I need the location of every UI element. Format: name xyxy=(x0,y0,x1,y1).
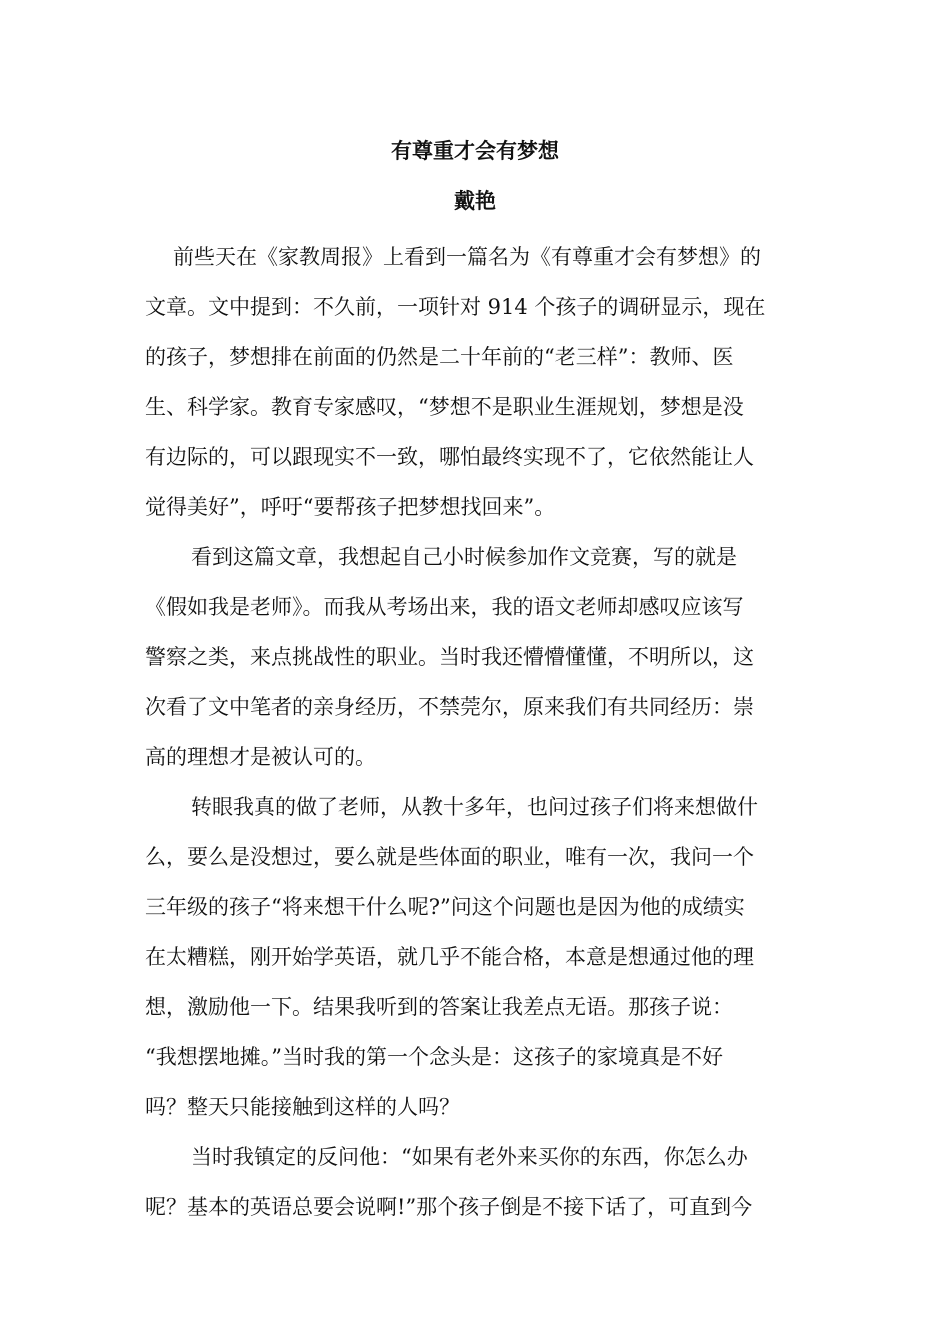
body-text-line: 警察之类，来点挑战性的职业。当时我还懵懵懂懂，不明所以，这 xyxy=(145,645,754,669)
body-text-line: 么，要么是没想过，要么就是些体面的职业，唯有一次，我问一个 xyxy=(145,845,754,869)
body-text-line: 次看了文中笔者的亲身经历，不禁莞尔，原来我们有共同经历：崇 xyxy=(145,695,754,719)
body-text-line: 当时我镇定的反问他：“如果有老外来买你的东西，你怎么办 xyxy=(191,1145,748,1169)
body-text-line: 三年级的孩子“将来想干什么呢?”问这个问题也是因为他的成绩实 xyxy=(145,895,745,919)
body-text-line: 文章。文中提到：不久前，一项针对 914 个孩子的调研显示，现在 xyxy=(145,295,766,319)
body-text-line: 有边际的，可以跟现实不一致，哪怕最终实现不了，它依然能让人 xyxy=(145,445,754,469)
body-text-line: “我想摆地摊。”当时我的第一个念头是：这孩子的家境真是不好 xyxy=(145,1045,723,1069)
body-text-line: 的孩子，梦想排在前面的仍然是二十年前的“老三样”：教师、医 xyxy=(145,345,734,369)
body-text-line: 呢？基本的英语总要会说啊!”那个孩子倒是不接下话了，可直到今 xyxy=(145,1195,753,1219)
body-text-line: 前些天在《家教周报》上看到一篇名为《有尊重才会有梦想》的 xyxy=(173,245,761,269)
document-title: 有尊重才会有梦想 xyxy=(391,138,559,163)
body-text-line: 《假如我是老师》。而我从考场出来，我的语文老师却感叹应该写 xyxy=(145,595,744,619)
document-body xyxy=(145,232,800,1232)
body-text-line: 在太糟糕，刚开始学英语，就几乎不能合格，本意是想通过他的理 xyxy=(145,945,754,969)
body-text-line: 吗？整天只能接触到这样的人吗？ xyxy=(145,1095,460,1119)
body-text-line: 觉得美好”，呼吁“要帮孩子把梦想找回来”。 xyxy=(145,495,556,519)
body-text-line: 高的理想才是被认可的。 xyxy=(145,745,376,769)
body-text-line: 看到这篇文章，我想起自己小时候参加作文竞赛，写的就是 xyxy=(191,545,737,569)
body-text-line: 想，激励他一下。结果我听到的答案让我差点无语。那孩子说： xyxy=(145,995,733,1019)
body-text-line: 生、科学家。教育专家感叹，“梦想不是职业生涯规划，梦想是没 xyxy=(145,395,744,419)
body-text-line: 转眼我真的做了老师，从教十多年，也问过孩子们将来想做什 xyxy=(191,795,758,819)
document-author: 戴艳 xyxy=(454,188,496,213)
